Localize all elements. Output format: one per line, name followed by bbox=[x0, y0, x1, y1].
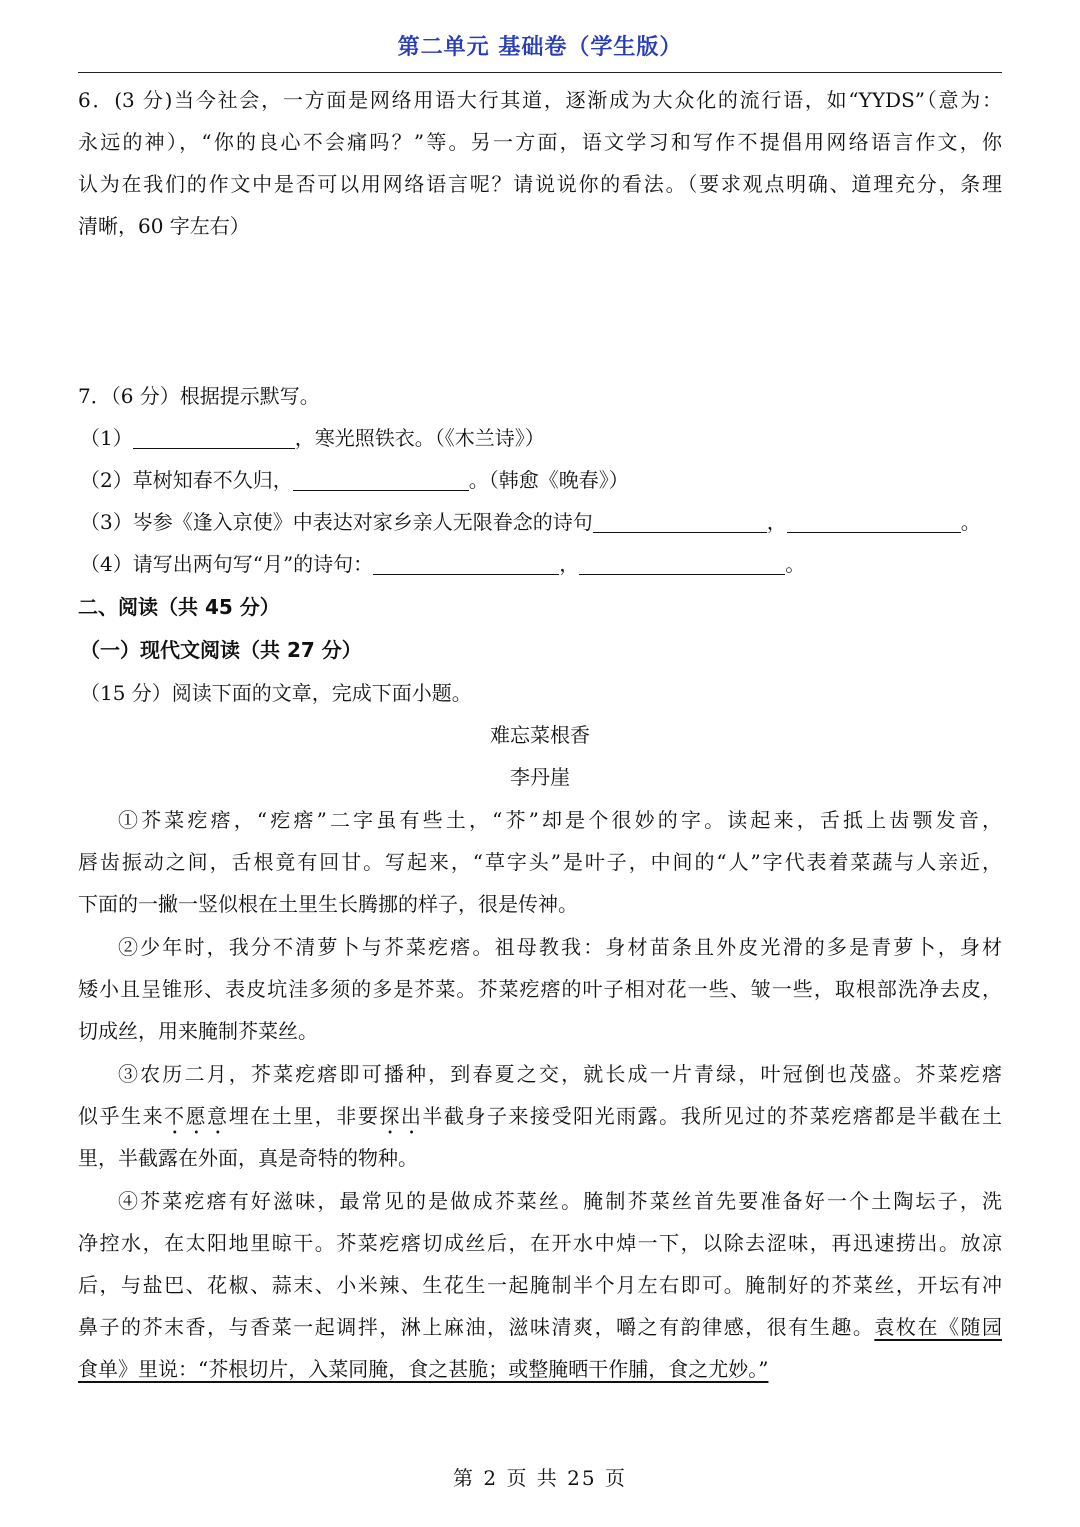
underlined-quote-start: 袁枚在《随园 bbox=[874, 1315, 1003, 1339]
q7-item-3-prefix: （3）岑参《逢入京使》中表达对家乡亲人无限眷念的诗句 bbox=[80, 510, 593, 534]
article-p2-line-1: ②少年时，我分不清萝卜与芥菜疙瘩。祖母教我：身材苗条且外皮光滑的多是青萝卜，身材 bbox=[118, 935, 1002, 959]
article-p3-text-a: 似乎生来 bbox=[78, 1104, 165, 1128]
header-divider bbox=[78, 72, 1002, 73]
article-p2-line-2: 矮小且呈锥形、表皮坑洼多须的多是芥菜。芥菜疙瘩的叶子相对花一些、皱一些，取根部洗净去皮， bbox=[78, 977, 1002, 1001]
q7-item-4-prefix: （4）请写出两句写“月”的诗句： bbox=[80, 552, 374, 576]
q7-item-4-sep: ， bbox=[559, 552, 580, 576]
q7-item-3-sep: ， bbox=[766, 510, 787, 534]
q6-line-2: 永远的神），“你的良心不会痛吗？”等。另一方面，语文学习和写作不提倡用网络语言作文，你 bbox=[78, 130, 1002, 154]
q7-item-4-blank-1[interactable] bbox=[373, 552, 559, 575]
q7-item-1-prefix: （1） bbox=[80, 426, 133, 450]
q7-item-4-blank-2[interactable] bbox=[579, 552, 785, 575]
article-p4-line-1: ④芥菜疙瘩有好滋味，最常见的是做成芥菜丝。腌制芥菜丝首先要准备好一个土陶坛子，洗 bbox=[118, 1189, 1002, 1213]
article-p4-text: 鼻子的芥末香，与香菜一起调拌，淋上麻油，滋味清爽，嚼之有韵律感，很有生趣。 bbox=[78, 1315, 875, 1339]
underlined-quote-end: 食单》里说：“芥根切片，入菜同腌，食之甚脆；或整腌晒干作脯，食之尤妙。” bbox=[78, 1357, 769, 1381]
article-p3-line-1: ③农历二月，芥菜疙瘩即可播种，到春夏之交，就长成一片青绿，叶冠倒也茂盛。芥菜疙瘩 bbox=[118, 1062, 1002, 1086]
article-p4-line-4 bbox=[78, 1313, 1002, 1341]
q7-item-1-blank[interactable] bbox=[133, 426, 295, 449]
q6-line-1: 6．(3 分)当今社会，一方面是网络用语大行其道，逐渐成为大众化的流行语，如“YYDS”（意为： bbox=[78, 88, 1002, 112]
q7-item-4-end: 。 bbox=[785, 552, 806, 576]
article-p3-text-c: 半截身子来接受阳光雨露。我所见过的芥菜疙瘩都是半截在土 bbox=[422, 1104, 1003, 1128]
article-p4-line-3: 后，与盐巴、花椒、蒜末、小米辣、生花生一起腌制半个月左右即可。腌制好的芥菜丝，开坛有冲 bbox=[78, 1273, 1002, 1297]
article-p3-line-2 bbox=[78, 1102, 1002, 1139]
q7-item-3-blank-1[interactable] bbox=[593, 510, 767, 533]
section-2-title: 二、阅读（共 45 分） bbox=[78, 595, 280, 619]
article-p1-line-1: ①芥菜疙瘩，“疙瘩”二字虽有些土，“芥”却是个很妙的字。读起来，舌抵上齿颚发音， bbox=[118, 808, 1002, 832]
q7-item-3-blank-2[interactable] bbox=[787, 510, 961, 533]
emphasized-phrase-2: 探出 bbox=[379, 1104, 423, 1128]
article-title: 难忘菜根香 bbox=[490, 723, 590, 747]
q7-item-2-blank[interactable] bbox=[293, 468, 469, 491]
page-number: 第 2 页 共 25 页 bbox=[453, 1466, 627, 1490]
article-p1-line-2: 唇齿振动之间，舌根竟有回甘。写起来，“草字头”是叶子，中间的“人”字代表着菜蔬与人亲近， bbox=[78, 850, 1002, 874]
q7-item-1-suffix: ，寒光照铁衣。（《木兰诗》） bbox=[294, 426, 545, 450]
page-header-title: 第二单元 基础卷（学生版） bbox=[397, 35, 683, 60]
q7-item-1 bbox=[80, 424, 1004, 452]
article-author: 李丹崖 bbox=[510, 765, 570, 789]
q6-line-3: 认为在我们的作文中是否可以用网络语言呢？请说说你的看法。（要求观点明确、道理充分，条理 bbox=[78, 172, 1002, 196]
q7-item-2-prefix: （2）草树知春不久归， bbox=[80, 468, 293, 492]
q7-item-3 bbox=[80, 508, 1004, 536]
q7-item-2-suffix: 。（韩愈《晚春》） bbox=[468, 468, 629, 492]
q7-item-3-end: 。 bbox=[960, 510, 981, 534]
q7-item-2 bbox=[80, 466, 1004, 494]
section-2-subtitle: （一）现代文阅读（共 27 分） bbox=[80, 638, 362, 662]
article-p1-line-3: 下面的一撇一竖似根在土里生长腾挪的样子，很是传神。 bbox=[78, 892, 578, 916]
article-p3-text-b: 埋在土里，非要 bbox=[228, 1104, 380, 1128]
article-p2-line-3: 切成丝，用来腌制芥菜丝。 bbox=[78, 1019, 318, 1043]
article-p4-line-5 bbox=[78, 1355, 1002, 1383]
q6-line-4: 清晰，60 字左右） bbox=[78, 214, 250, 238]
article-p4-line-2: 净控水，在太阳地里晾干。芥菜疙瘩切成丝后，在开水中焯一下，以除去涩味，再迅速捞出。放凉 bbox=[78, 1231, 1002, 1255]
section-2-instruction: （15 分）阅读下面的文章，完成下面小题。 bbox=[80, 681, 472, 705]
q7-item-4 bbox=[80, 550, 1004, 578]
emphasized-phrase-1: 不愿意 bbox=[164, 1104, 229, 1128]
q7-title: 7．（6 分）根据提示默写。 bbox=[78, 384, 320, 408]
article-p3-line-3: 里，半截露在外面，真是奇特的物种。 bbox=[78, 1146, 418, 1170]
